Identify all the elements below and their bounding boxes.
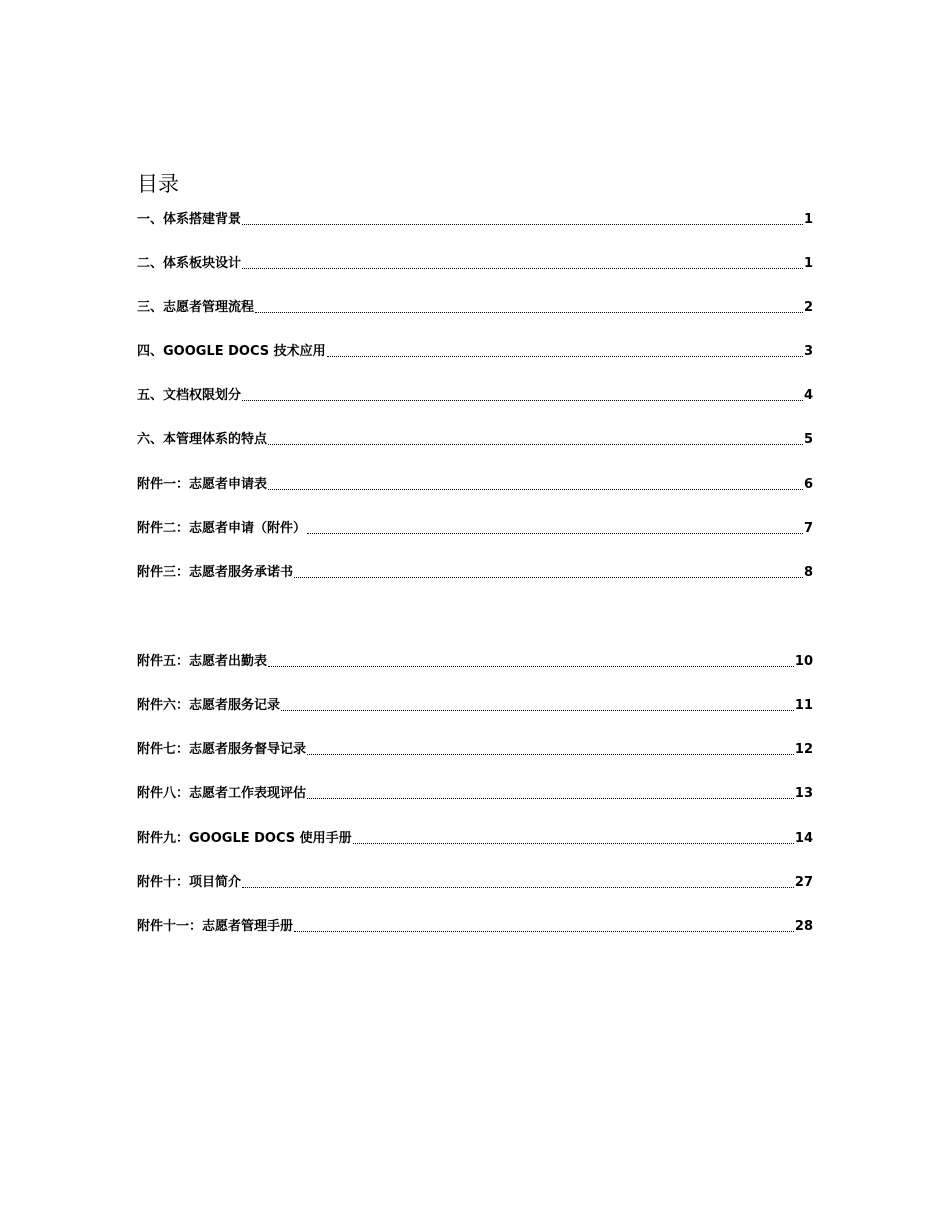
toc-entry-page: 12 <box>794 742 813 757</box>
toc-dot-leader <box>242 887 794 888</box>
toc-dot-leader <box>242 268 803 269</box>
toc-dot-leader <box>242 224 803 225</box>
toc-entry[interactable] <box>137 427 813 449</box>
toc-entry-page: 11 <box>794 698 813 713</box>
toc-entry-page: 27 <box>794 875 813 890</box>
toc-entry-page: 6 <box>803 477 813 492</box>
toc-entry-label: 附件十：项目简介 <box>137 875 242 890</box>
toc-dot-leader <box>294 577 803 578</box>
toc-entry[interactable] <box>137 383 813 405</box>
toc-entry-label: 附件七：志愿者服务督导记录 <box>137 742 307 757</box>
toc-entry-label: 附件五：志愿者出勤表 <box>137 654 268 669</box>
toc-entry-label: 附件一：志愿者申请表 <box>137 477 268 492</box>
toc-entry[interactable] <box>137 516 813 538</box>
toc-title: 目录 <box>137 172 179 196</box>
toc-entry[interactable] <box>137 781 813 803</box>
toc-entry-page: 1 <box>803 256 813 271</box>
toc-entry-page: 8 <box>803 565 813 580</box>
toc-entry-label: 一、体系搭建背景 <box>137 212 242 227</box>
toc-entry-label: 附件九：GOOGLE DOCS 使用手册 <box>137 831 352 846</box>
toc-dot-leader <box>268 444 803 445</box>
toc-entry[interactable] <box>137 914 813 936</box>
toc-dot-leader <box>255 312 803 313</box>
toc-dot-leader <box>268 666 794 667</box>
toc-entry[interactable] <box>137 693 813 715</box>
toc-entry[interactable] <box>137 295 813 317</box>
toc-dot-leader <box>294 931 794 932</box>
toc-entry-label: 五、文档权限划分 <box>137 388 242 403</box>
toc-entry-page: 10 <box>794 654 813 669</box>
toc-entry[interactable] <box>137 339 813 361</box>
toc-entry[interactable] <box>137 560 813 582</box>
toc-dot-leader <box>327 356 803 357</box>
toc-entry[interactable] <box>137 207 813 229</box>
toc-dot-leader <box>353 843 794 844</box>
toc-entry-label: 附件十一：志愿者管理手册 <box>137 919 294 934</box>
toc-dot-leader <box>242 400 803 401</box>
toc-entry-label: 三、志愿者管理流程 <box>137 300 255 315</box>
toc-dot-leader <box>281 710 794 711</box>
toc-dot-leader <box>268 489 803 490</box>
toc-entry-label: 六、本管理体系的特点 <box>137 432 268 447</box>
toc-entry-page: 1 <box>803 212 813 227</box>
toc-entry-page: 28 <box>794 919 813 934</box>
toc-dot-leader <box>307 798 794 799</box>
toc-entry-label: 附件八：志愿者工作表现评估 <box>137 786 307 801</box>
toc-entry[interactable] <box>137 870 813 892</box>
toc-entry[interactable] <box>137 251 813 273</box>
toc-entry-page: 2 <box>803 300 813 315</box>
toc-entry-label: 附件二：志愿者申请（附件） <box>137 521 307 536</box>
toc-entry-label: 四、GOOGLE DOCS 技术应用 <box>137 344 326 359</box>
toc-entry-label: 附件六：志愿者服务记录 <box>137 698 281 713</box>
toc-dot-leader <box>307 754 794 755</box>
toc-entry-page: 7 <box>803 521 813 536</box>
toc-entry[interactable] <box>137 826 813 848</box>
toc-entry-page: 13 <box>794 786 813 801</box>
toc-entry-page: 14 <box>794 831 813 846</box>
toc-entry-label: 二、体系板块设计 <box>137 256 242 271</box>
toc-entry[interactable] <box>137 649 813 671</box>
toc-entry-page: 5 <box>803 432 813 447</box>
toc-dot-leader <box>307 533 803 534</box>
toc-entry-page: 3 <box>803 344 813 359</box>
toc-entry-label: 附件三：志愿者服务承诺书 <box>137 565 294 580</box>
toc-entry-page: 4 <box>803 388 813 403</box>
toc-entry[interactable] <box>137 472 813 494</box>
toc-entry[interactable] <box>137 737 813 759</box>
